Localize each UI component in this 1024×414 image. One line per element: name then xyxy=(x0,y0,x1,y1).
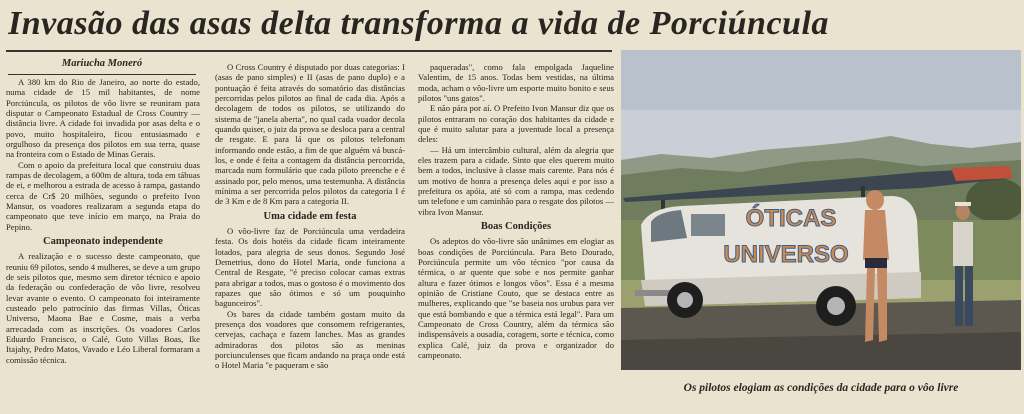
article-column-3 xyxy=(418,62,614,412)
paragraph: E não pára por aí. O Prefeito Ivon Mansur diz que os pilotos entraram no coração dos habitantes da cidade e que é muito salutar para a juventude local a presença deles: xyxy=(418,103,614,145)
paragraph: — Há um intercâmbio cultural, além da alegria que eles trazem para a cidade. Sinto que eles querem muito bem a todos, inclusive à classe mais carente. Para nós é um motivo de honra a presença deles aqui e por isso a prefeitura os apóia, até só com a rampa, mas cedendo um telefone e um caminhão para o resgate dos pilotos — vibra Ivon Mansur. xyxy=(418,144,614,217)
subheading: Boas Condições xyxy=(480,221,552,233)
paragraph: Os bares da cidade também gostam muito da presença dos voadores que consomem refrigerantes, cervejas, cachaça e fazem lanches. Mas as grandes admiradoras dos pilotos são as meninas porciunculenses que ficam andando na praça onde está o Hotel Maria "e paqueram e são xyxy=(215,308,405,371)
headline-rule xyxy=(6,50,612,52)
byline-rule xyxy=(8,74,196,75)
paragraph: paqueradas", como fala empolgada Jaqueline Valentim, de 15 anos. Todas bem vestidas, na última moda, acham o vôo-livre um esporte muito bonito e seus pilotos "uns gatos". xyxy=(418,62,614,104)
subheading: Campeonato independente xyxy=(43,236,163,248)
photo-van-hang-glider xyxy=(621,50,1021,370)
van-sign-line-2: UNIVERSO xyxy=(723,241,849,268)
article-column-1 xyxy=(6,77,200,412)
paragraph: A 380 km do Rio de Janeiro, ao norte do estado, numa cidade de 15 mil habitantes, de nome Porciúncula, os pilotos de vôo livre se reuniram para disputar o Campeonato Estadual de Cross Country — distância livre. A cidade foi invadida por asas delta e o povo, muito hospitaleiro, ficou entusiasmado e orgulhoso da presença dos pilotos em sua terra, quase na fronteira com o Estado de Minas Gerais. xyxy=(6,77,200,160)
headline: Invasão das asas delta transforma a vida de Porciúncula xyxy=(8,5,829,42)
byline: Mariucha Moneró xyxy=(61,58,143,69)
paragraph: Os adeptos do vôo-livre são unânimes em elogiar as boas condições de Porciúncula. Para Beto Dourado, Porciúncula permite um vôo técnico "por causa da térmica, o ar quente que sobe e nos permite ganhar altura e fazer ótimos e longos vôos". Essa é a mesma opinião de Cristiane Couto, que se destaca entre as mulheres, explicando que "se baseia nos urubus para ver que está bombando e que a térmica está legal". Para um Campeonato de Cross Country, além da térmica são indispensáveis a ousadia, coragem, sorte e técnica, como explica Calé, juiz da prova e organizador do campeonato. xyxy=(418,236,614,360)
photo-caption: Os pilotos elogiam as condições da cidade para o vôo livre xyxy=(683,382,959,394)
subheading: Uma cidade em festa xyxy=(263,210,357,222)
article-column-2 xyxy=(215,62,405,412)
paragraph: O Cross Country é disputado por duas categorias: I (asas de pano simples) e II (asas de pano duplo) e a pontuação é feita através do somatório das distâncias percorridas pelos pilotos ao final de cada dia. Após a decolagem de todos os pilotos, se utilizando do sistema de "janela aberta", no qual cada voador decola quando quiser, o juiz da prova se desloca para a central de resgate. E para lá que os pilotos telefonam informando onde estão, a fim de que alguém vá buscá-los, e onde é feita a contagem da distância percorrida, marcada num formulário que cada piloto preenche e é assinado por, pelo menos, uma testemunha. A distância mínima a ser percorrida pelos pilotos da categoria I é de 3 Km e de 8 Km para a categoria II. xyxy=(215,62,405,207)
van-sign-line-1: ÓTICAS xyxy=(745,205,837,232)
paragraph: A realização e o sucesso deste campeonato, que reuniu 69 pilotos, sendo 4 mulheres, se deve a um grupo de seis pilotos que, mesmo sem diretor técnico e apoio da federação ou confederação de vôo livre, resolveu levar avante o evento. O campeonato foi inteiramente custeado pelo patrocínio das firmas Villas, Óticas Universo, Maona Bae e Cosme, mais a verba arrecadada com as inscrições. Os voadores Carlos Eduardo Francisco, o Calé, Guto Villas Boas, Ike Itajahy, Pedro Matos, Vavado e Léo Liberal formaram a comissão técnica. xyxy=(6,251,200,365)
paragraph: O vôo-livre faz de Porciúncula uma verdadeira festa. Os dois hotéis da cidade ficam inteiramente lotados, para alegria de seus donos. Segundo José Demetrius, dono do Hotel Maria, onde funciona a Central de Resgate, "é preciso colocar camas extras para abrigar a todos, mas o gostoso é o movimento dos rapazes que são ótimos e só um pouquinho bagunceiros". xyxy=(215,225,405,309)
paragraph: Com o apoio da prefeitura local que construiu duas rampas de decolagem, a 600m de altura, toda em tábuas de ei, e melhorou a estrada de acesso à rampa, gastando cerca de Cr$ 20 milhões, segundo o prefeito Ivon Mansur, os voadores realizaram a segunda etapa do campeonato que teve início em março, na Praia do Pepino. xyxy=(6,159,200,232)
